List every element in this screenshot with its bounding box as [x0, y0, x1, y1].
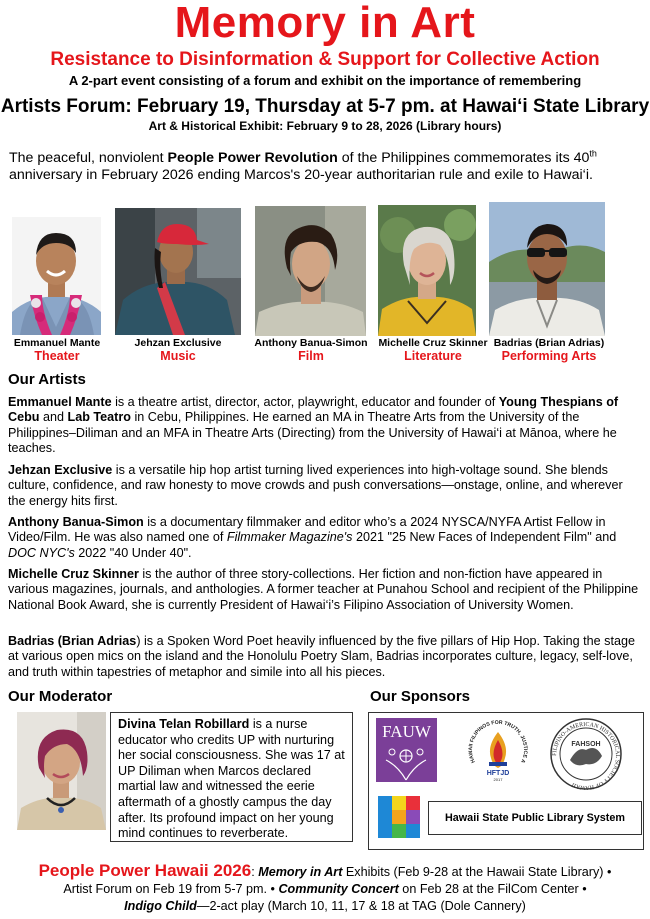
section-heading-sponsors: Our Sponsors — [370, 688, 471, 705]
artist-discipline-jehzan: Music — [160, 349, 196, 363]
artist-discipline-badrias: Performing Arts — [501, 349, 597, 363]
bio-jehzan: Jehzan Exclusive is a versatile hip hop artist turning lived experiences into high-voltage sound. She blends culture, confidence, and raw honesty to move crowds and push conversations—onstage, online, and wherever the energy hits first. — [8, 463, 623, 508]
moderator-bio: Divina Telan Robillard is a nurse educator who credits UP with nurturing her social consciousness. She was 17 at UP Diliman when Marcos declared martial law and witnessed the eerie aftermath of a ghostly campus the day after. Its profound impact on her young mind continues to reverberate. — [118, 717, 345, 841]
section-heading-moderator: Our Moderator — [8, 688, 113, 705]
page-title: Memory in Art — [174, 0, 476, 47]
forum-info: Artists Forum: February 19, Thursday at 5-7 pm. at Hawai‘i State Library — [0, 96, 650, 117]
artist-name-michelle: Michelle Cruz Skinner — [378, 337, 488, 349]
artist-name-emmanuel: Emmanuel Mante — [13, 337, 101, 349]
svg-text:FILIPINO-AMERICAN HISTORICAL S: FILIPINO-AMERICAN HISTORICAL SOCIETY OF HAWAII — [551, 721, 621, 791]
footer-schedule — [0, 862, 650, 915]
footer-line-1: People Power Hawaii 2026: Memory in Art Exhibits (Feb 9-28 at the Hawaii State Library) • — [38, 861, 612, 880]
artist-photo-anthony — [255, 206, 366, 336]
bio-badrias: Badrias (Brian Adrias) is a Spoken Word Poet heavily influenced by the five pillars of Hip Hop. Taking the stage at various open mics on the island and the Honolulu Poetry Slam, Badrias incorporates culture, legacy, self-love, and truth within tapestries of metaphor and simile into all his pieces. — [8, 634, 635, 679]
svg-text:FAHSOH: FAHSOH — [571, 741, 601, 748]
artist-photo-emmanuel — [12, 217, 101, 335]
svg-text:HAWAII FILIPINOS FOR TRUTH, JU: HAWAII FILIPINOS FOR TRUTH, JUSTICE A — [467, 719, 529, 764]
artist-photo-jehzan — [115, 208, 241, 335]
bio-anthony: Anthony Banua-Simon is a documentary filmmaker and editor who’s a 2024 NYSCA/NYFA Artist Fellow in Video/Film. He was also named one of Filmmaker Magazine's 2021 "25 New Faces of Independent Film" and DOC NYC's 2022 "40 Under 40". — [8, 515, 617, 560]
svg-text:HFTJD: HFTJD — [486, 770, 510, 777]
artist-name-jehzan: Jehzan Exclusive — [134, 337, 222, 349]
artist-photo-badrias — [489, 202, 605, 336]
footer-line-2: Artist Forum on Feb 19 from 5-7 pm. • Community Concert on Feb 28 at the FilCom Center • — [63, 882, 587, 896]
artist-discipline-emmanuel: Theater — [34, 349, 80, 363]
hspls-logo — [378, 796, 420, 838]
bio-emmanuel: Emmanuel Mante is a theatre artist, director, actor, playwright, educator and founder of Young Thespians of Cebu and Lab Teatro in Cebu, Philippines. He earned an MA in Theatre Arts from the University of the Philippines–Diliman and an MFA in Theatre Arts (Directing) from the University of Hawai‘i at Mānoa, where he teaches. — [8, 395, 619, 456]
hftjd-logo — [465, 718, 531, 784]
artist-name-anthony: Anthony Banua-Simon — [254, 337, 368, 349]
fauw-logo — [376, 718, 437, 782]
artist-discipline-michelle: Literature — [404, 349, 462, 363]
exhibit-info: Art & Historical Exhibit: February 9 to 28, 2026 (Library hours) — [148, 119, 502, 133]
svg-text:2017: 2017 — [493, 777, 503, 782]
event-tagline: A 2-part event consisting of a forum and exhibit on the importance of remembering — [68, 73, 582, 88]
artist-name-badrias: Badrias (Brian Adrias) — [493, 337, 605, 349]
section-heading-artists: Our Artists — [8, 371, 86, 388]
fahsh-seal — [548, 716, 624, 792]
intro-paragraph: The peaceful, nonviolent People Power Revolution of the Philippines commemorates its 40th anniversary in February 2026 ending Marcos's 20-year authoritarian rule and exile to Hawai‘i. — [9, 148, 597, 183]
moderator-photo — [17, 712, 106, 830]
footer-line-3: Indigo Child—2-act play (March 10, 11, 17 & 18 at TAG (Dole Cannery) — [124, 899, 526, 913]
hspls-label: Hawaii State Public Library System — [428, 801, 642, 835]
bio-michelle: Michelle Cruz Skinner is the author of three story-collections. Her fiction and non-fiction have appeared in various magazines, journals, and anthologies. A former teacher at Punahou School and recipient of the Philippine National Book Award, she is currently President of Hawai‘i’s Filipino Association of University Women. — [8, 567, 639, 612]
artist-discipline-anthony: Film — [298, 349, 324, 363]
fauw-logo-text: FAUW — [382, 722, 431, 741]
artist-photo-michelle — [378, 205, 476, 336]
page-subtitle: Resistance to Disinformation & Support for Collective Action — [50, 49, 600, 70]
